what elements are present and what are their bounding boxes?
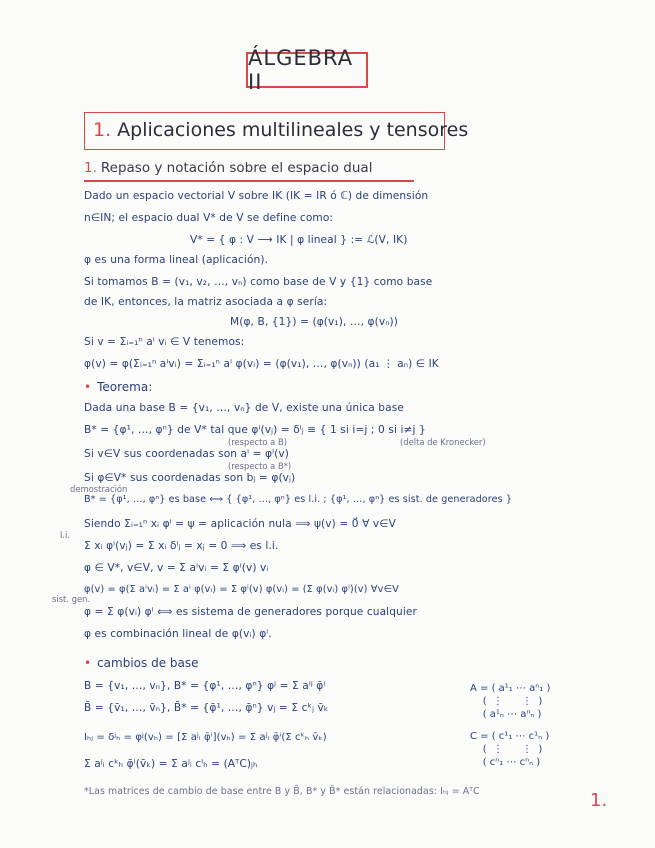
formula-line: B̄ = {v̄₁, …, v̄ₙ}, B̄* = {φ̄¹, …, φ̄ⁿ} vⱼ = Σ cᵏⱼ v̄ₖ: [84, 702, 329, 714]
text-line: de IK, entonces, la matriz asociada a φ sería:: [84, 296, 328, 308]
formula-line: B* = {φ¹, …, φⁿ} es base ⟺ { {φ¹, …, φⁿ} es l.i. ; {φ¹, …, φⁿ} es sist. de generadores }: [84, 494, 513, 505]
side-note: demostración: [70, 484, 128, 494]
formula-line: B* = {φ¹, …, φⁿ} de V* tal que φⁱ(vⱼ) = δⁱⱼ ≡ { 1 si i=j ; 0 si i≠j }: [84, 424, 426, 436]
side-note: (respecto a B*): [228, 461, 292, 471]
section-title: Repaso y notación sobre el espacio dual: [100, 160, 373, 176]
text-line: φ es una forma lineal (aplicación).: [84, 254, 269, 266]
matrix-C: C = ( c¹₁ ⋯ c¹ₙ ) ( ⋮ ⋮ ) ( cⁿ₁ ⋯ cⁿₙ ): [470, 731, 550, 768]
formula-line: φ es combinación lineal de φ(vᵢ) φⁱ.: [84, 628, 272, 640]
formula-line: φ = Σ φ(vᵢ) φⁱ ⟺ es sistema de generadores porque cualquier: [84, 606, 417, 618]
formula-line: Iₕⱼ = δʲₕ = φʲ(vₕ) = [Σ aʲᵢ φ̄ⁱ](vₕ) = Σ aʲᵢ φ̄ⁱ(Σ cᵏₕ v̄ₖ): [84, 732, 327, 743]
formula-line: Σ xᵢ φⁱ(vⱼ) = Σ xᵢ δⁱⱼ = xⱼ = 0 ⟹ es l.i.: [84, 540, 279, 552]
theorem-heading: • Teorema:: [84, 380, 153, 394]
text-line: Dada una base B = {v₁, …, vₙ} de V, existe una única base: [84, 402, 404, 414]
text-line: Dado un espacio vectorial V sobre IK (IK = IR ó ℂ) de dimensión: [84, 190, 429, 202]
side-note: (delta de Kronecker): [400, 437, 486, 447]
formula-line: Σ aʲᵢ cᵏₕ φ̄ⁱ(v̄ₖ) = Σ aʲᵢ cⁱₕ = (AᵀC)ⱼₕ: [84, 758, 258, 770]
side-note: (respecto a B): [228, 437, 287, 447]
formula-line: φ(v) = φ(Σ aⁱvᵢ) = Σ aⁱ φ(vᵢ) = Σ φⁱ(v) φ(vᵢ) = (Σ φ(vᵢ) φⁱ)(v) ∀v∈V: [84, 584, 399, 595]
text-line: n∈IN; el espacio dual V* de V se define como:: [84, 212, 334, 224]
formula-line: Si φ∈V* sus coordenadas son bⱼ = φ(vⱼ): [84, 472, 296, 484]
side-note: sist. gen.: [52, 594, 91, 604]
formula-line: M(φ, B, {1}) = (φ(v₁), …, φ(vₙ)): [230, 316, 399, 328]
formula-line: φ ∈ V*, v∈V, v = Σ aⁱvᵢ = Σ φⁱ(v) vᵢ: [84, 562, 269, 574]
formula-line: B = {v₁, …, vₙ}, B* = {φ¹, …, φⁿ} φʲ = Σ aⁱʲ φ̄ⁱ: [84, 680, 326, 692]
section-heading: [84, 160, 372, 176]
formula-line: φ(v) = φ(Σᵢ₌₁ⁿ aⁱvᵢ) = Σᵢ₌₁ⁿ aⁱ φ(vᵢ) = (φ(v₁), …, φ(vₙ)) (a₁ ⋮ aₙ) ∈ IK: [84, 358, 439, 370]
chapter-number: 1.: [93, 119, 112, 141]
section-underline: [84, 180, 414, 182]
bullet-icon: •: [84, 380, 92, 394]
text-line: Si tomamos B = (v₁, v₂, …, vₙ) como base de V y {1} como base: [84, 276, 433, 288]
page-number: 1.: [590, 790, 608, 811]
section-number: 1.: [84, 160, 97, 176]
chapter-title: Aplicaciones multilineales y tensores: [117, 119, 469, 141]
chapter-heading: [84, 112, 469, 150]
text-line: Si v = Σᵢ₌₁ⁿ aⁱ vᵢ ∈ V tenemos:: [84, 336, 245, 348]
side-note: l.i.: [60, 530, 70, 540]
formula-line: V* = { φ : V ⟶ IK | φ lineal } := ℒ(V, IK): [190, 234, 408, 246]
formula-line: Si v∈V sus coordenadas son aⁱ = φⁱ(v): [84, 448, 289, 460]
matrix-A: A = ( a¹₁ ⋯ aⁿ₁ ) ( ⋮ ⋮ ) ( a¹ₙ ⋯ aⁿₙ ): [470, 683, 551, 720]
footnote-line: *Las matrices de cambio de base entre B y B̄, B* y B̄* están relacionadas: Iₕⱼ = AᵀC: [84, 786, 480, 797]
bullet-icon: •: [84, 656, 92, 670]
page-title: ÁLGEBRA II: [246, 52, 368, 88]
formula-line: Siendo Σᵢ₌₁ⁿ xᵢ φⁱ = ψ = aplicación nula ⟹ ψ(v) = 0⃗ ∀ v∈V: [84, 518, 396, 530]
cambios-heading: • cambios de base: [84, 656, 199, 670]
